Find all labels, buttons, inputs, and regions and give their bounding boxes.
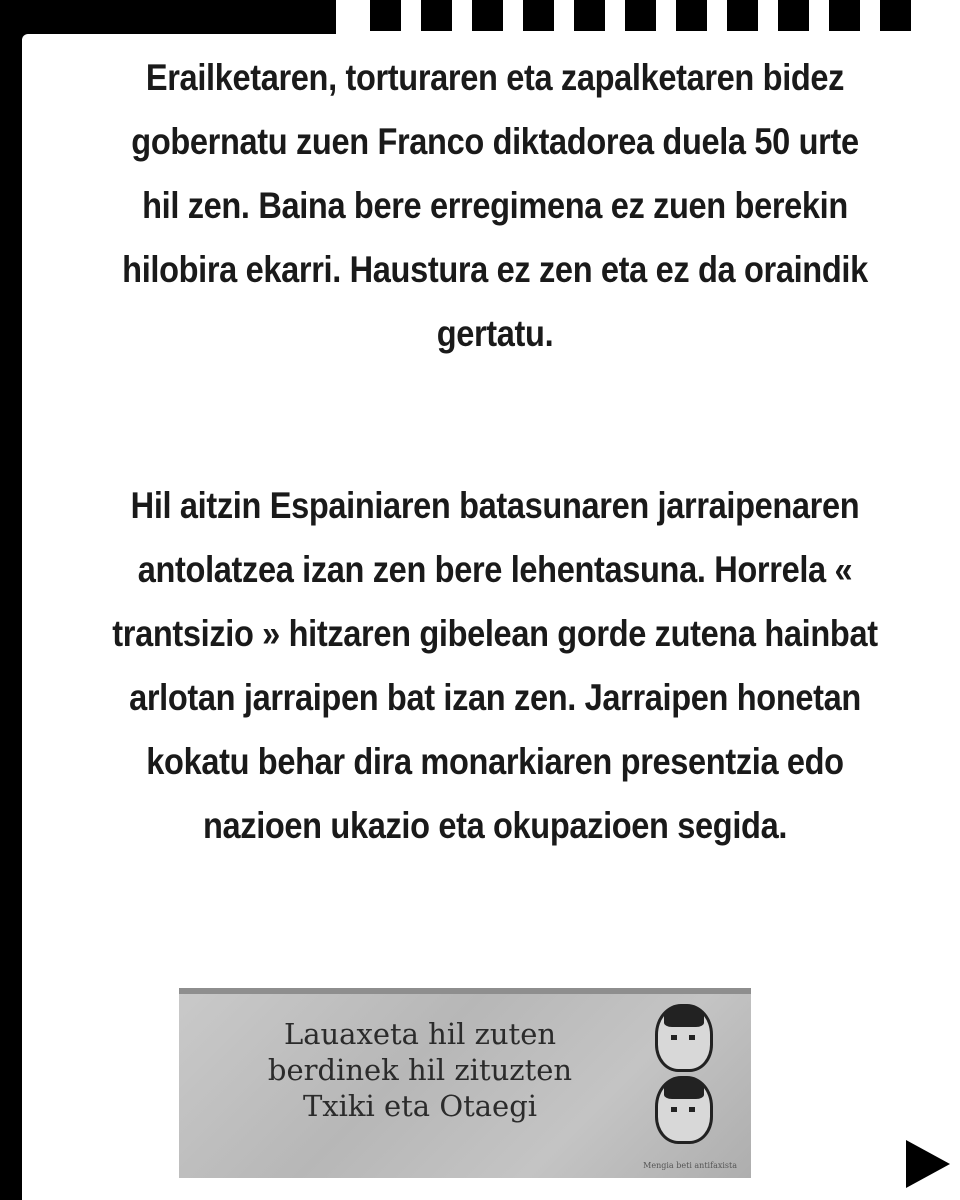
border-square (676, 0, 707, 31)
play-triangle-icon[interactable] (906, 1140, 950, 1188)
graffiti-signature: Mengia beti antifaxista (643, 1161, 737, 1170)
graffiti-text (195, 1016, 645, 1124)
border-square (778, 0, 809, 31)
border-square (727, 0, 758, 31)
border-square (370, 0, 401, 31)
border-square (472, 0, 503, 31)
portrait-stencil-icon (655, 1076, 713, 1144)
graffiti-photo (179, 988, 751, 1178)
paragraph-2: Hil aitzin Espainiaren batasunaren jarraipenaren antolatzea izan zen bere lehentasuna. Horrela « trantsizio » hitzaren gibelean gorde zutena hainbat arlotan jarraipen bat izan zen. Jarraipen honetan kokatu behar dira monarkiaren presentzia edo nazioen ukazio eta okupazioen segida. (112, 485, 878, 846)
border-square (880, 0, 911, 31)
paragraph-1: Erailketaren, torturaren eta zapalketaren bidez gobernatu zuen Franco diktadorea duela 50 urte hil zen. Baina bere erregimena ez zuen berekin hilobira ekarri. Haustura ez zen eta ez da oraindik gertatu. (122, 57, 868, 354)
graffiti-line: Lauaxeta hil zuten (283, 1017, 557, 1051)
border-square (574, 0, 605, 31)
border-square (421, 0, 452, 31)
border-square (625, 0, 656, 31)
top-border-pattern (336, 0, 960, 34)
portrait-stencil-icon (655, 1004, 713, 1072)
graffiti-line: berdinek hil zituzten (267, 1053, 573, 1087)
border-square (829, 0, 860, 31)
border-square (523, 0, 554, 31)
graffiti-line: Txiki eta Otaegi (302, 1089, 538, 1123)
